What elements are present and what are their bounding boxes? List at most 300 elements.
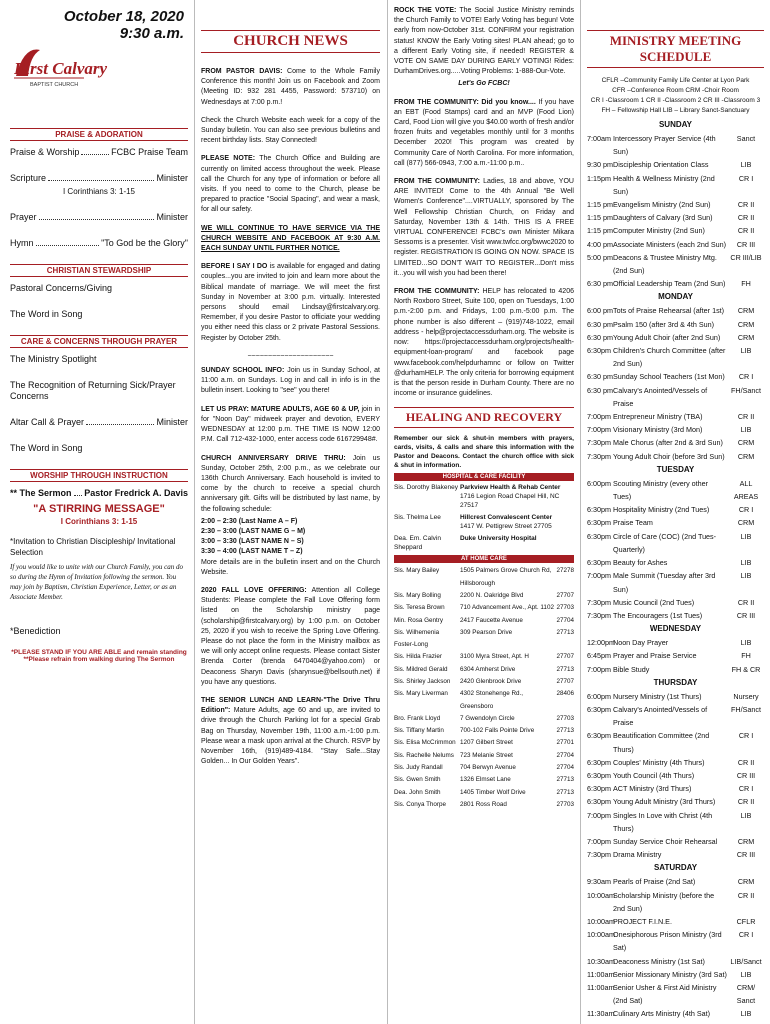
- schedule-event: Music Council (2nd Tues): [613, 597, 695, 607]
- schedule-room: LIB/Sanct: [730, 956, 762, 966]
- schedule-event: Scouting Ministry (every other Tues): [613, 478, 709, 502]
- schedule-event: Entrepreneur Ministry (TBA): [613, 412, 703, 422]
- member-name: Sis. Rachelle Nelums: [394, 751, 454, 759]
- schedule-room: CR III: [736, 770, 756, 780]
- schedule-row: [587, 690, 764, 703]
- schedule-time: 7:00pm: [587, 810, 611, 820]
- schedule-time: 10:00am: [587, 890, 615, 900]
- hymn-line: Hymn "To God be the Glory": [10, 238, 188, 248]
- member-address: 7 Gwendolyn Circle: [460, 714, 515, 722]
- member-name: Sis. Mary Bolling: [394, 591, 441, 599]
- schedule-room: ALL AREAS: [733, 478, 759, 502]
- member-name: Sis. Mary Liverman: [394, 690, 448, 698]
- schedule-day-heading: THURSDAY: [653, 677, 698, 687]
- member-zip: 27278: [556, 567, 574, 575]
- member-name: Sis. Judy Randall: [394, 764, 443, 772]
- invitation-line: *Invitation to Christian Discipleship/ Invitational Selection: [10, 537, 176, 557]
- schedule-time: 12:00pm: [587, 638, 615, 648]
- schedule-key: [587, 76, 764, 116]
- schedule-room: CR I: [738, 173, 754, 183]
- service-date: October 18, 2020: [63, 8, 184, 25]
- facility: [460, 513, 574, 531]
- schedule-time: 6:30 pm: [587, 372, 613, 382]
- schedule-day-heading: MONDAY: [658, 292, 693, 302]
- home-care-row: [394, 602, 574, 614]
- schedule-event: ACT Ministry (3rd Thurs): [613, 784, 692, 794]
- schedule-room: CR II: [737, 200, 755, 210]
- schedule-time: 6:30 pm: [587, 385, 613, 395]
- schedule-row: [587, 596, 764, 609]
- schedule-row: [587, 915, 764, 928]
- schedule-time: 10:30am: [587, 956, 615, 966]
- schedule-event: Bible Study: [613, 664, 650, 674]
- schedule-row: [587, 729, 764, 755]
- schedule-room: FH/Sanct: [731, 385, 761, 395]
- schedule-row: [587, 224, 764, 237]
- hospital-row: [394, 483, 574, 510]
- schedule-row: [587, 331, 764, 344]
- schedule-room: CR II: [737, 797, 755, 807]
- schedule-row: [587, 436, 764, 449]
- schedule-event: Psalm 150 (after 3rd & 4th Sun): [613, 319, 715, 329]
- member-address: 1405 Timber Wolf Drive: [460, 788, 526, 796]
- schedule-row: [587, 530, 764, 556]
- member-zip: 27704: [556, 616, 574, 624]
- schedule-row: [587, 158, 764, 171]
- stewardship-section-title: CHRISTIAN STEWARDSHIP: [10, 264, 188, 277]
- schedule-row: [587, 569, 764, 595]
- schedule-column: [583, 0, 770, 1024]
- home-care-row: [394, 750, 574, 762]
- bulletin-header: [10, 6, 188, 116]
- member-name: Sis. Mary Bailey: [394, 567, 440, 575]
- schedule-event: Children's Church Committee (after 2nd Sun): [613, 346, 726, 369]
- prayer-line: Prayer Minister: [10, 212, 188, 222]
- patient-name: Sis. Dorothy Blakeney: [394, 484, 458, 492]
- member-zip: 27713: [556, 727, 574, 735]
- schedule-event: The Encouragers (1st Tues): [613, 610, 703, 620]
- benediction: *Benediction: [10, 626, 61, 636]
- schedule-room: LIB: [740, 638, 752, 648]
- schedule-row: [587, 769, 764, 782]
- home-care-row: [394, 737, 574, 749]
- member-name: Dea. John Smith: [394, 788, 441, 796]
- member-address: 723 Melanie Street: [460, 751, 513, 759]
- recognition-line: The Recognition of Returning Sick/Prayer Concerns: [10, 380, 176, 401]
- logo-text: First Calvary: [14, 59, 108, 78]
- schedule-event: Noon Day Prayer: [613, 638, 669, 648]
- care-section-title: CARE & CONCERNS THROUGH PRAYER: [10, 335, 188, 348]
- patient-name: Sis. Thelma Lee: [394, 514, 441, 522]
- schedule-room: Nursery: [733, 691, 759, 701]
- sermon-note: **Please refrain from walking during The Sermon: [23, 656, 175, 663]
- ministry-spotlight: The Ministry Spotlight: [10, 354, 97, 364]
- schedule-event: Health & Wellness Ministry (2nd Sun): [613, 173, 715, 196]
- schedule-time: 6:00pm: [587, 478, 611, 488]
- schedule-event: Evangelism Ministry (2nd Sun): [613, 200, 711, 210]
- member-address: 1207 Gilbert Street: [460, 739, 513, 747]
- schedule-row: [587, 835, 764, 848]
- schedule-room: CRM: [737, 319, 755, 329]
- please-note: PLEASE NOTE: The Church Office and Building are currently on limited access throughout the week. Please call the Church for any type of information or before all visits. If you need to come to the Church, please be prepared to practice "Social Spacing", and wear a mask, for all our safety.: [201, 155, 380, 214]
- schedule-time: 6:30pm: [587, 784, 611, 794]
- schedule-row: [587, 423, 764, 436]
- member-name: Sis. Tiffany Martin: [394, 727, 444, 735]
- before-i-say-i-do: BEFORE I SAY I DO is available for engaged and dating couples...you are invited to join and learn more about the Biblical mandate of marriage. We will meet the first Sunday in November at 3:00 p.m. virtually. Interested persons should email Lindsay@firstcalvary.org. Remember, if you desire Pastor to officiate your wedding you either need this class or 2 private Pastoral Sessions. Register by October 25th.: [201, 263, 380, 342]
- schedule-event: Sunday School Teachers (1st Mon): [613, 372, 725, 382]
- facility: [460, 534, 574, 552]
- schedule-event: Calvary's Anointed/Vessels of Praise: [613, 704, 708, 728]
- schedule-event: Tots of Praise Rehearsal (after 1st): [613, 306, 725, 316]
- member-name: Min. Rosa Gentry: [394, 616, 443, 624]
- home-care-row: [394, 676, 574, 688]
- member-zip: 27703: [556, 800, 574, 808]
- member-address: 704 Berwyn Avenue: [460, 764, 516, 772]
- schedule-time: 6:30pm: [587, 531, 611, 541]
- schedule-room: CFLR: [736, 916, 756, 926]
- schedule-room: CR II: [737, 890, 755, 900]
- member-name: Bro. Frank Lloyd: [394, 714, 441, 722]
- schedule-room: LIB: [740, 969, 752, 979]
- praise-section-title: PRAISE & ADORATION: [10, 128, 188, 141]
- home-care-row: [394, 615, 574, 627]
- schedule-row: [587, 928, 764, 954]
- word-in-song-1: The Word in Song: [10, 309, 83, 319]
- church-news-title: CHURCH NEWS: [201, 30, 380, 53]
- schedule-row: [587, 516, 764, 529]
- schedule-room: LIB: [740, 425, 752, 435]
- schedule-event: Youth Council (4th Thurs): [613, 770, 695, 780]
- schedule-event: Young Adult Choir (before 3rd Sun): [613, 451, 725, 461]
- schedule-row: [587, 782, 764, 795]
- schedule-event: Onesiphorous Prison Ministry (3rd Sat): [613, 930, 722, 953]
- anniversary-note: More details are in the bulletin insert and on the Church Website.: [201, 558, 380, 576]
- schedule-list: [587, 120, 764, 1021]
- member-name: Sis. Teresa Brown: [394, 604, 445, 612]
- instruction-section-title: WORSHIP THROUGH INSTRUCTION: [10, 469, 188, 482]
- member-zip: 27701: [556, 739, 574, 747]
- schedule-room: LIB: [740, 810, 752, 820]
- schedule-room: CR I: [738, 372, 754, 382]
- schedule-row: [587, 663, 764, 676]
- member-address: 3100 Myra Street, Apt. H: [460, 653, 529, 661]
- schedule-row: [587, 344, 764, 370]
- altar-call-line: Altar Call & Prayer Minister: [10, 417, 188, 427]
- schedule-event: Culinary Arts Ministry (4th Sat): [613, 1009, 711, 1019]
- schedule-time: 1:15 pm: [587, 200, 613, 210]
- schedule-row: [587, 848, 764, 861]
- schedule-row: [587, 889, 764, 915]
- schedule-time: 5:00 pm: [587, 252, 613, 262]
- stand-note: *PLEASE STAND IF YOU ARE ABLE and remain standing: [11, 649, 187, 656]
- schedule-event: Male Summit (Tuesday after 3rd Sun): [613, 571, 716, 594]
- home-care-row: [394, 565, 574, 590]
- home-care-row: [394, 787, 574, 799]
- schedule-room: LIB: [740, 531, 752, 541]
- church-news-column: [197, 0, 384, 1024]
- schedule-room: FH & CR: [731, 664, 761, 674]
- key-line-2: CFR –Conference Room CRM -Choir Room: [612, 87, 739, 94]
- member-address: 710 Advancement Ave., Apt. 1102: [460, 604, 554, 612]
- schedule-event: Pearls of Praise (2nd Sat): [613, 877, 696, 887]
- scripture-reference: I Corinthians 3: 1-15: [62, 187, 136, 196]
- schedule-room: CR III/LIB: [730, 252, 762, 262]
- member-address: 6304 Amherst Drive: [460, 665, 516, 673]
- schedule-time: 6:30pm: [587, 731, 611, 741]
- member-address: 1505 Palmers Grove Church Rd, Hillsborough: [460, 567, 552, 587]
- member-zip: 27713: [556, 788, 574, 796]
- schedule-time: 11:30am: [587, 1009, 615, 1019]
- schedule-event: Praise Team: [613, 518, 653, 528]
- anniversary-schedule-3: 3:00 – 3:30 (LAST NAME N – S): [201, 538, 304, 546]
- sermon-reference: I Corinthians 3: 1-15: [60, 517, 138, 526]
- schedule-row: [587, 211, 764, 224]
- schedule-row: [587, 981, 764, 1007]
- schedule-room: LIB: [740, 160, 752, 170]
- schedule-row: [587, 251, 764, 277]
- member-zip: 27704: [556, 751, 574, 759]
- member-zip: 27713: [556, 665, 574, 673]
- home-care-row: [394, 725, 574, 737]
- home-care-row: [394, 774, 574, 786]
- patient-name: Dea. Em. Calvin Sheppard: [394, 535, 441, 552]
- schedule-row: [587, 238, 764, 251]
- invitation-text: If you would like to unite with our Church Family, you can do so during the Hymn of Invitation following the sermon. You may join by Baptism, Christian Experience, Letter, or as an Associate Member.: [10, 563, 183, 601]
- schedule-event: Deacons & Trustee Ministry Mtg. (2nd Sun): [613, 252, 717, 276]
- schedule-event: Associate Ministers (each 2nd Sun): [613, 239, 727, 249]
- logo-subtext: BAPTIST CHURCH: [30, 82, 79, 88]
- schedule-time: 6:30pm: [587, 558, 611, 568]
- schedule-time: 6:30pm: [587, 505, 611, 515]
- schedule-row: [587, 809, 764, 835]
- anniversary-drive-thru: CHURCH ANNIVERSARY DRIVE THRU: Join us Sunday, October 25th, 2:00 p.m., as we celebrate our 136th Church Anniversary. Each household is invited to come by the church to receive a special church anniversary gift. Gifts will be distributed by last name, by the following schedule:: [201, 454, 381, 513]
- schedule-row: [587, 277, 764, 290]
- schedule-day-heading: TUESDAY: [656, 464, 695, 474]
- member-zip: 27703: [556, 714, 574, 722]
- schedule-day-heading: SUNDAY: [658, 120, 693, 129]
- schedule-time: 4:00 pm: [587, 239, 613, 249]
- schedule-row: [587, 172, 764, 198]
- schedule-room: FH: [741, 279, 751, 289]
- anniversary-schedule-4: 3:30 – 4:00 (LAST NAME T – Z): [201, 548, 303, 556]
- schedule-event: Daughters of Calvary (3rd Sun): [613, 213, 713, 223]
- sermon-line: ** The Sermon Pastor Fredrick A. Davis: [10, 488, 188, 498]
- home-care-row: [394, 627, 574, 652]
- hospital-row: [394, 513, 574, 531]
- schedule-room: CRM: [737, 451, 755, 461]
- word-in-song-2: The Word in Song: [10, 443, 83, 453]
- schedule-time: 7:30pm: [587, 597, 611, 607]
- schedule-room: LIB: [740, 571, 752, 581]
- member-zip: 27707: [556, 653, 574, 661]
- schedule-room: CRM: [737, 877, 755, 887]
- schedule-time: 7:30pm: [587, 850, 611, 860]
- schedule-event: Sunday Service Choir Rehearsal: [613, 836, 718, 846]
- schedule-event: Senior Usher & First Aid Ministry (2nd Sat): [613, 982, 717, 1006]
- schedule-time: 7:00pm: [587, 412, 611, 422]
- community-ebt: FROM THE COMMUNITY: Did you know.... If you have an EBT (Food Stamps) card and an MVP (Food Lion) Card, Food Lion will give you $40.00 worth of fresh and/or frozen fruits and vegetables monthly until for 3 months December 2020! This program was created by Community Care of North Carolina. For more information, call (877) 566-0943, 7:00 a.m.-11:00 p.m..: [394, 98, 575, 167]
- member-name: Sis. Gwen Smith: [394, 776, 441, 784]
- schedule-row: [587, 477, 764, 503]
- schedule-row: [587, 132, 764, 158]
- schedule-room: CRM/ Sanct: [736, 982, 756, 1006]
- facility: [460, 483, 574, 510]
- home-care-row: [394, 664, 574, 676]
- schedule-row: [587, 756, 764, 769]
- sunday-school-info: SUNDAY SCHOOL INFO: Join us in Sunday School, at 11:00 a.m. on Sundays. Log in and call in info is in the bulletin insert. Looking to "see" you there!: [201, 367, 380, 395]
- member-address: 2801 Ross Road: [460, 800, 507, 808]
- schedule-room: LIB: [740, 1009, 752, 1019]
- schedule-event: Nursery Ministry (1st Thurs): [613, 691, 702, 701]
- member-name: Sis. Wilhemenia Foster-Long: [394, 628, 440, 649]
- schedule-time: 6:30pm: [587, 757, 611, 767]
- member-zip: 27707: [556, 677, 574, 685]
- schedule-event: Prayer and Praise Service: [613, 651, 697, 661]
- schedule-time: 1:15 pm: [587, 213, 613, 223]
- member-address: 1326 Elmset Lane: [460, 776, 511, 784]
- hospital-row: [394, 534, 574, 552]
- schedule-row: [587, 304, 764, 317]
- schedule-event: Calvary's Anointed/Vessels of Praise: [613, 385, 708, 408]
- schedule-event: Visionary Ministry (3rd Mon): [613, 425, 703, 435]
- home-care-row: [394, 799, 574, 811]
- schedule-day-heading: SATURDAY: [653, 863, 698, 873]
- community-help: FROM THE COMMUNITY: HELP has relocated to 4206 North Roxboro Street, Suite 100, open on Tuesdays, 1:00 p.m.-2:00 p.m. and Fridays, 1:00 p.m.-5:00 p.m. The phone number is also different – (919)748-1022, email address - help@projectaccessdurham.org. The website is now: https://projectaccessdurham.org/projects/health-equipment-loan-program/ and facebook page www.facebook.com/helpdurhamnc or follow on Twitter @durhamHELP. The only criteria for borrowing equipment is that the person reside in Durham County. There are no income or insurance guidelines.: [394, 288, 574, 398]
- schedule-event: Singles In Love with Christ (4th Thurs): [613, 810, 713, 833]
- schedule-room: CR I: [738, 930, 754, 940]
- key-line-1: CFLR –Community Family Life Center at Lyon Park: [601, 77, 750, 84]
- schedule-event: Deaconess Ministry (1st Sat): [613, 956, 705, 966]
- schedule-time: 7:30pm: [587, 451, 611, 461]
- pastor-note: FROM PASTOR DAVIS: Come to the Whole Family Conference this month! Join us on Facebook and Zoom (Meeting ID: 932 281 4455, Password: 573710) on Wednesdays at 7:00 p.m.!: [201, 68, 380, 106]
- hospital-title: HOSPITAL & CARE FACILITY: [394, 473, 574, 481]
- schedule-row: [587, 318, 764, 331]
- schedule-room: CRM: [737, 438, 755, 448]
- member-name: Sis. Shirley Jackson: [394, 677, 451, 685]
- member-zip: 28406: [556, 690, 574, 698]
- home-care-row: [394, 713, 574, 725]
- member-address: 2200 N. Oakridge Blvd: [460, 591, 524, 599]
- healing-title: HEALING AND RECOVERY: [394, 407, 574, 428]
- schedule-time: 7:30pm: [587, 610, 611, 620]
- healing-intro: Remember our sick & shut-in members with prayers, cards, visits, & calls and share this information with the Pastor and Deacons. Contact the church office with sick & shut in information.: [394, 435, 574, 470]
- anniversary-schedule-1: 2:00 – 2:30 (Last Name A – F): [201, 517, 298, 525]
- schedule-event: Male Chorus (after 2nd & 3rd Sun): [613, 438, 723, 448]
- schedule-time: 6:30pm: [587, 704, 611, 714]
- key-line-3: CR I -Classroom 1 CR II -Classroom 2 CR III -Classroom 3: [590, 97, 761, 104]
- schedule-room: LIB: [740, 558, 752, 568]
- schedule-room: CR I: [738, 731, 754, 741]
- schedule-time: 7:30pm: [587, 438, 611, 448]
- schedule-room: CR III: [736, 610, 756, 620]
- home-care-list: [394, 565, 574, 811]
- schedule-event: PROJECT F.I.N.E.: [613, 916, 672, 926]
- schedule-event: Young Adult Ministry (3rd Thurs): [613, 797, 716, 807]
- community-womens-conference: FROM THE COMMUNITY: Ladies, 18 and above, YOU ARE INVITED! Come to the 4th Annual "Be Well Women's Conference"....VIRTUALLY, sponsored by The Well Fellowship Christian Church, on Friday and Saturday, November 13th & 14th. THIS IS A FREE VIRTUAL CONFERENCE! FCBC's own Minister Mikara Sessoms is a presenter. Visit www.twfcc.org/bwwc2020 to register. REGISTRATION IS GOING ON NOW. SPACE IS LIMITED...SO DON'T WAIT TO REGISTER...Don't miss it...you will wish you had been there!: [394, 178, 574, 277]
- fall-love-offering: 2020 FALL LOVE OFFERING: Attention all College Students: Please complete the Fall Love Offering form listed on the Scholarship ministry page (scholarship@firstcalvary.org) by 1:00 p.m. on October 25, 2020 if you wish to receive the Spring Love Offering. Please do not place the form in the Ministry mailbox as we will only accept online requests. Please contact Sister Brenda Corter (brenda 6470404@yahoo.com) or Deaconess Sharyn Davis (sharynsue@bellsouth.net) if you have any questions.: [201, 586, 380, 686]
- schedule-time: 6:45pm: [587, 651, 611, 661]
- schedule-time: 7:00pm: [587, 664, 611, 674]
- schedule-time: 1:15 pm: [587, 226, 613, 236]
- schedule-room: FH: [741, 651, 751, 661]
- schedule-event: Senior Missionary Ministry (3rd Sat): [613, 969, 727, 979]
- member-name: Sis. Elisa McCrimmon: [394, 739, 456, 747]
- schedule-room: CR II: [737, 213, 755, 223]
- schedule-row: [587, 384, 764, 410]
- schedule-row: [587, 955, 764, 968]
- rock-the-vote: ROCK THE VOTE: The Social Justice Ministry reminds the Church Family to VOTE! Early Voting has begun! Vote early from now-October 31st. CONFIRM your registration status! KNOW the Early Voting sites! PLAN ahead; go to a different Early Voting site, if needed! REGISTER & VOTE ON SAME DAY DURING EARLY VOTING! Rides: DurhamDrives.org.....Voting Problems: 1-888-Our-Vote.: [394, 7, 574, 76]
- schedule-event: Scholarship Ministry (before the 2nd Sun): [613, 890, 715, 913]
- order-of-worship-column: [0, 0, 192, 1024]
- schedule-event: Hospitality Ministry (2nd Tues): [613, 505, 710, 515]
- schedule-row: [587, 503, 764, 516]
- schedule-row: [587, 370, 764, 383]
- facility-name: Duke University Hospital: [460, 535, 537, 543]
- schedule-row: [587, 1007, 764, 1020]
- scripture-line: Scripture Minister: [10, 173, 188, 183]
- schedule-row: [587, 636, 764, 649]
- schedule-row: [587, 410, 764, 423]
- divider: ~~~~~~~~~~~~~~~~~~~~~: [247, 352, 334, 360]
- member-name: Sis. Hilda Frazier: [394, 653, 442, 661]
- schedule-event: Intercessory Prayer Service (4th Sun): [613, 134, 716, 157]
- member-zip: 27713: [556, 628, 574, 636]
- schedule-time: 9:30 pm: [587, 160, 613, 170]
- schedule-room: CR I: [738, 505, 754, 515]
- schedule-time: 6:30pm: [587, 346, 611, 356]
- schedule-row: [587, 450, 764, 463]
- schedule-room: Sanct: [736, 134, 756, 143]
- schedule-time: 9:30am: [587, 877, 611, 887]
- home-care-row: [394, 688, 574, 713]
- church-logo: [10, 36, 108, 96]
- schedule-room: CRM: [737, 306, 755, 316]
- schedule-event: Computer Ministry (2nd Sun): [613, 226, 705, 236]
- member-address: 2420 Glenbrook Drive: [460, 677, 522, 685]
- anniversary-schedule-2: 2:30 – 3:00 (LAST NAME G – M): [201, 527, 306, 535]
- schedule-row: [587, 198, 764, 211]
- schedule-time: 1:15pm: [587, 173, 611, 183]
- schedule-time: 6:30 pm: [587, 319, 613, 329]
- schedule-time: 7:00pm: [587, 425, 611, 435]
- schedule-time: 7:00am: [587, 134, 611, 143]
- sermon-title: "A STIRRING MESSAGE": [33, 503, 165, 515]
- schedule-room: CR III: [736, 239, 756, 249]
- schedule-room: CRM: [737, 836, 755, 846]
- service-date-time: [64, 8, 184, 42]
- schedule-time: 11:00am: [587, 982, 615, 992]
- schedule-event: Young Adult Choir (after 2nd Sun): [613, 332, 721, 342]
- schedule-room: CR II: [737, 412, 755, 422]
- schedule-event: Couples' Ministry (4th Thurs): [613, 757, 705, 767]
- key-line-4: FH – Fellowship Hall LIB – Library Sanct-Sanctuary: [601, 107, 750, 114]
- member-zip: 27707: [556, 591, 574, 599]
- schedule-row: [587, 556, 764, 569]
- schedule-row: [587, 875, 764, 888]
- schedule-time: 6:30pm: [587, 518, 611, 528]
- schedule-room: LIB: [740, 346, 752, 356]
- schedule-time: 10:00am: [587, 930, 615, 940]
- senior-lunch: THE SENIOR LUNCH AND LEARN-"The Drive Thru Edition": Mature Adults, age 60 and up, are invited to drive through the Church Parking lot for a special Grab Bag on Thursday, November 19th, 11:00 a.m.-1:00 p.m. Please wear a mask upon arrival at the Church. RSVP by November 16th, (919)489-4184. "Stay Safe...Stay Golden... In Our Golden Years".: [201, 696, 380, 766]
- member-zip: 27704: [556, 764, 574, 772]
- schedule-row: [587, 968, 764, 981]
- schedule-event: Drama Ministry: [613, 850, 662, 860]
- let-us-pray: LET US PRAY: MATURE ADULTS, AGE 60 & UP, join in for "Noon Day" midweek prayer and devotion, EVERY WEDNESDAY at 12:00 p.m. THE TIME IS NOW 12:00 P.M. Call 712-432-1000, enter access code 616729948#.: [201, 405, 380, 444]
- website-note: Check the Church Website each week for a copy of the Sunday bulletin. You can also see previous bulletins and recent birthday lists. Stay Connected!: [201, 116, 380, 145]
- schedule-time: 6:30pm: [587, 797, 611, 807]
- community-column: [390, 0, 578, 1024]
- member-address: 309 Pearson Drive: [460, 628, 513, 636]
